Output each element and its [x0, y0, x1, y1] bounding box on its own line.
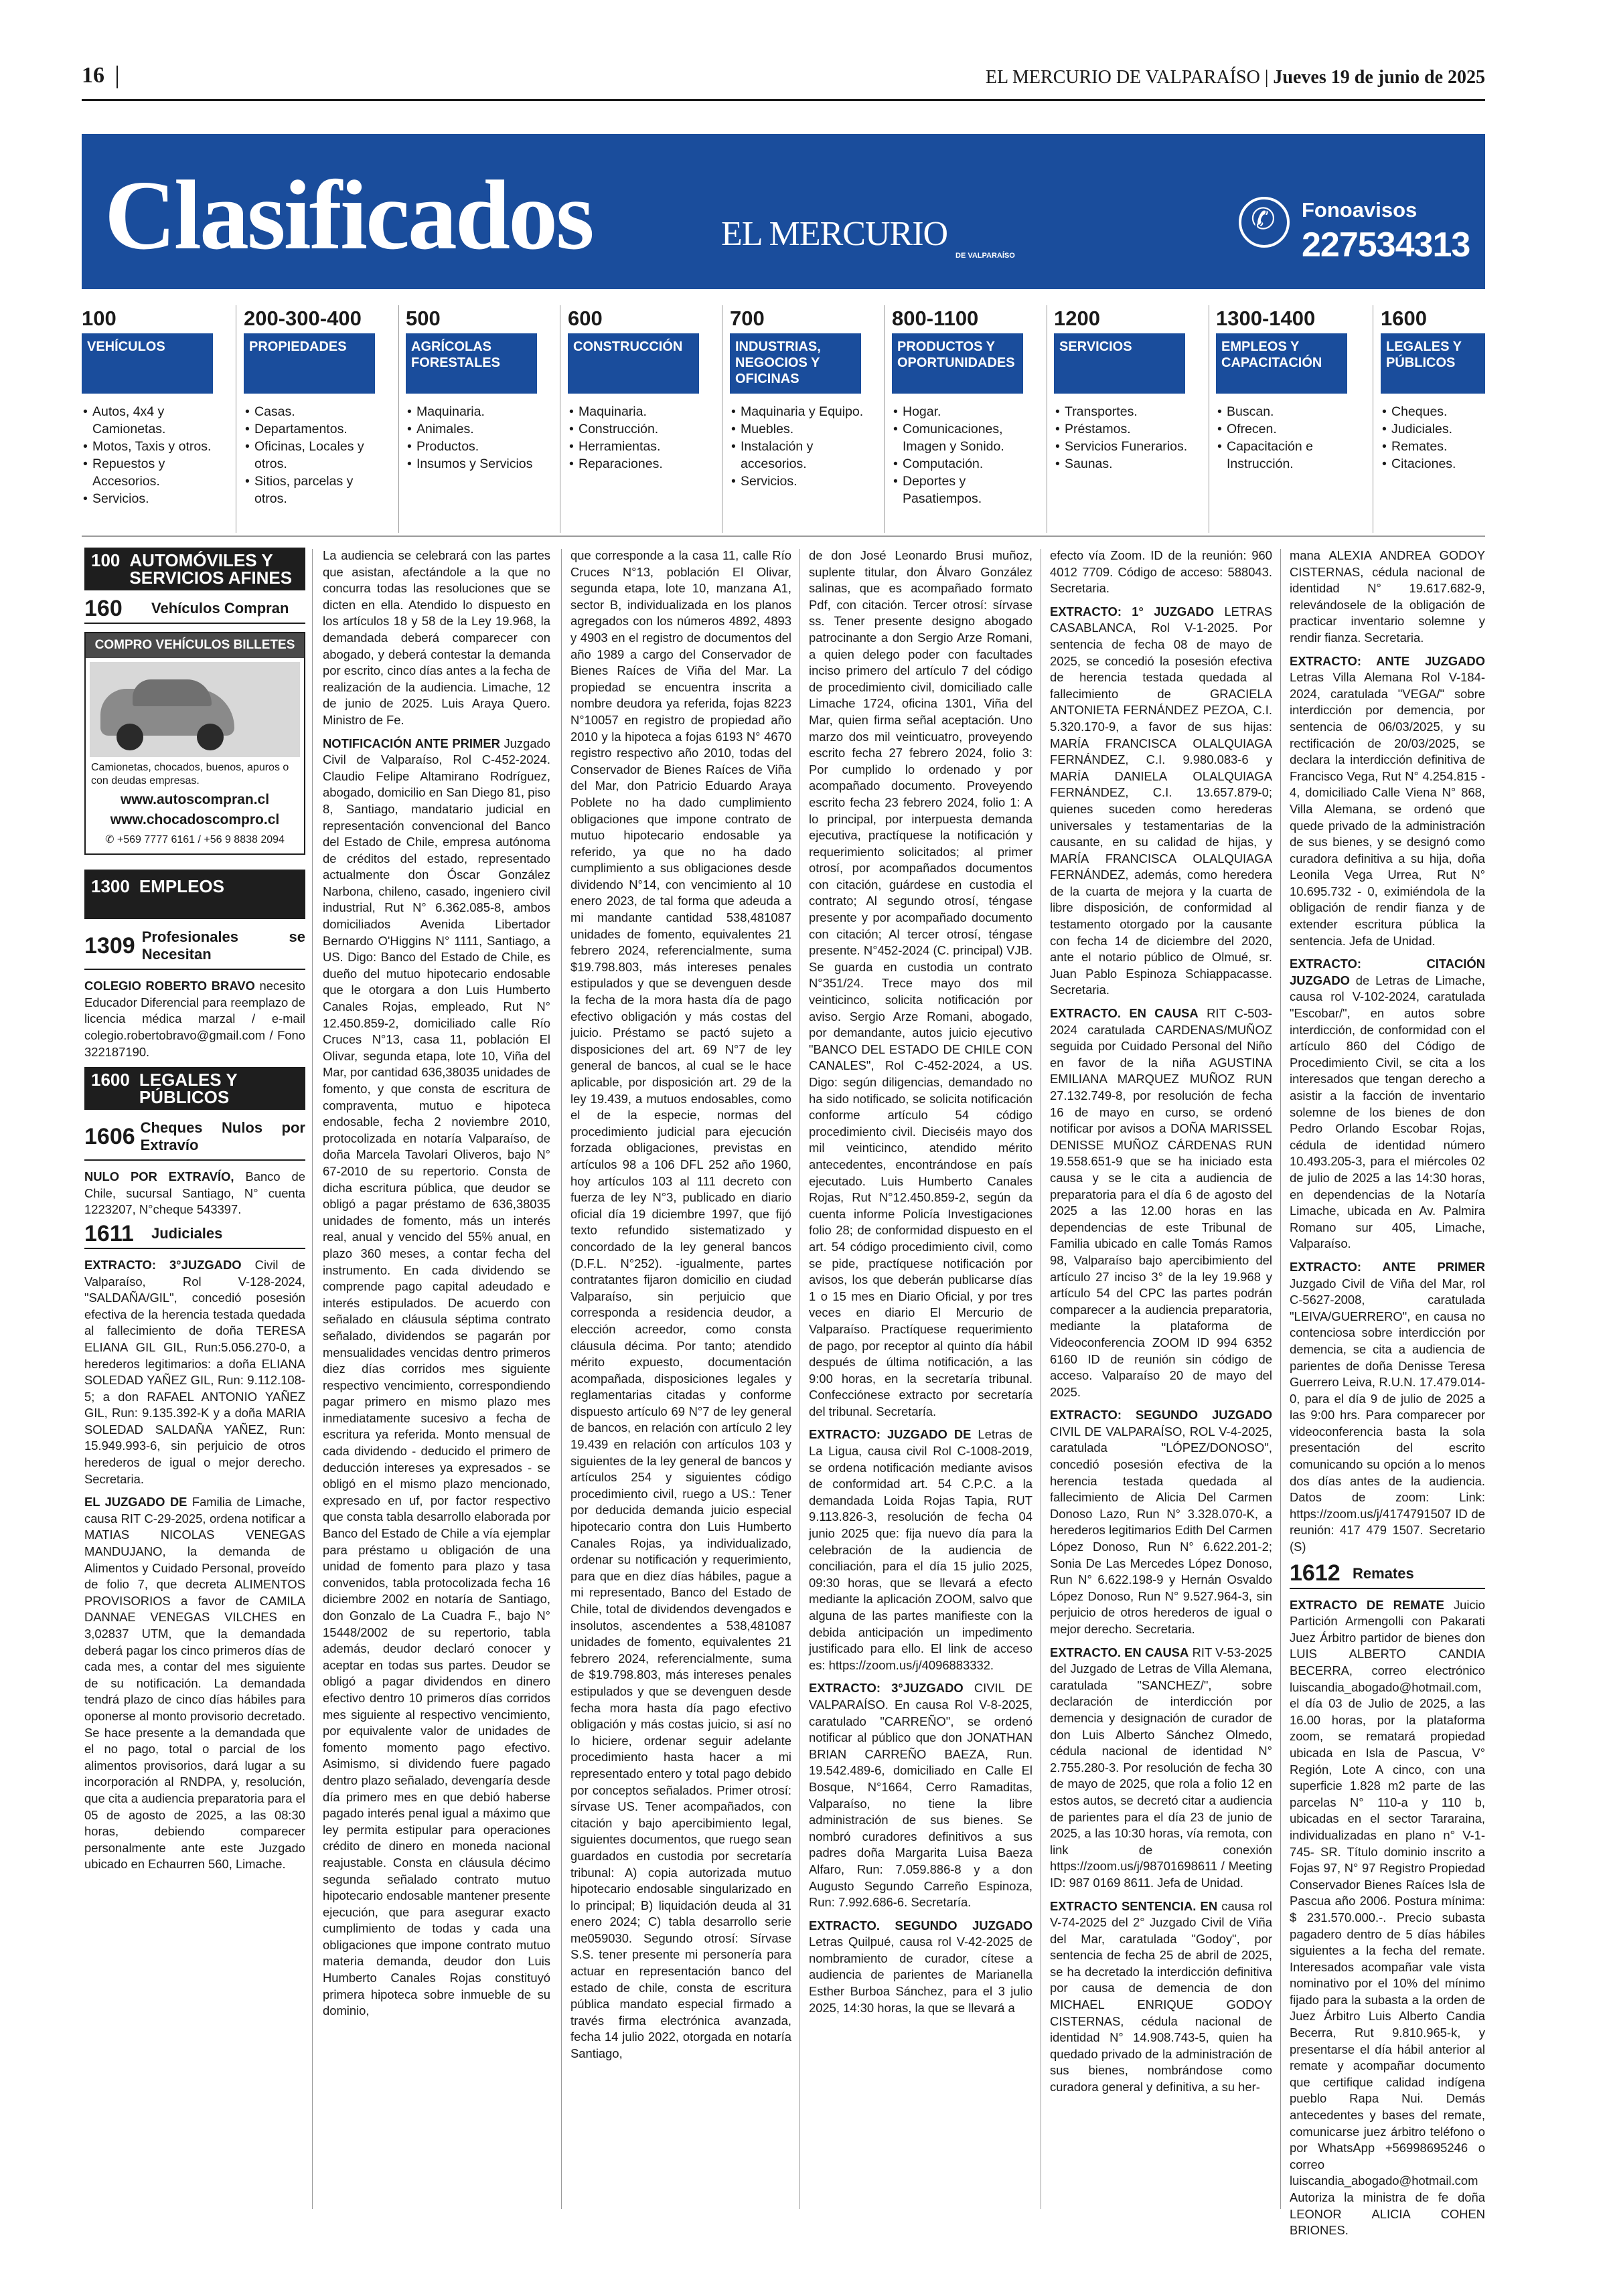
column-divider	[1280, 549, 1281, 2209]
notice-lead: NOTIFICACIÓN ANTE PRIMER	[323, 736, 500, 750]
section-number: 1300	[91, 876, 130, 897]
category-agricolas[interactable]	[406, 307, 545, 473]
column-1	[84, 548, 305, 1880]
notice-continued: La audiencia se celebrará con las partes que asistan, afectándole a la que no concurra todas las resoluciones que se dicten en ella. Atendido lo dispuesto en los artículos 18 y 58 de la Ley 19.968, la demandada deberá comparecer con abogado, y deberá contestar la demanda por escrito, cinco días antes a la fecha de realización de la audiencia. Limache, 12 de junio de 2025. Luis Araya Quero. Ministro de Fe.	[323, 548, 550, 727]
category-item: • Instalación y accesorios.	[730, 438, 869, 473]
category-item: • Remates.	[1381, 438, 1520, 455]
notice-colegio	[84, 978, 305, 1060]
column-divider	[561, 549, 562, 2209]
notice-extracto	[84, 1257, 305, 1487]
notice-lead: EXTRACTO: 3°JUZGADO	[84, 1257, 242, 1272]
notice-nulo	[84, 1169, 305, 1218]
subsection-number: 1612	[1290, 1560, 1341, 1586]
notice-extracto	[1050, 1898, 1272, 2096]
category-item: • Maquinaria.	[568, 403, 707, 420]
column-2	[323, 548, 550, 2026]
category-list	[892, 403, 1031, 507]
category-item: • Transportes.	[1054, 403, 1193, 420]
notice-extracto	[1050, 1407, 1272, 1637]
category-item: • Judiciales.	[1381, 420, 1520, 438]
notice-extracto	[1050, 1645, 1272, 1892]
category-number: 1200	[1054, 307, 1100, 330]
notice-continued: mana ALEXIA ANDREA GODOY CISTERNAS, cédula nacional de identidad N° 19.617.682-9, relevándosele de la obligación de practicar inventario solemne y rendir fianza. Secretaria.	[1290, 548, 1485, 645]
notice-body: CIVIL DE VALPARAÍSO. En causa Rol V-8-2025, caratulado "CARREÑO", se ordenó notificar al público que don JONATHAN BRIAN CARREÑO BAEZA, Run. 19.542.489-6, domiciliado en Calle El Bosque, N°1664, Cerro Ramaditas, Valparaíso, no tiene la libre administración de sus bienes. Se nombró curadores definitivos a sus padres doña Margarita Luisa Baeza Alfaro, Run: 7.059.886-8 y a don Augusto Segundo Carreño Espinoza, Run: 7.992.686-6. Secretaría.	[809, 1681, 1032, 1910]
subsection-1611	[84, 1220, 305, 1249]
notice-continued: que corresponde a la casa 11, calle Río Cruces N°13, población El Olivar, segunda etapa, lote 10, manzana A1, sector B, individualizada en los planos agregados con los números 4892, 4893 y 4903 en el registro de documentos del año 1989 a cargo del Conservador de Bienes Raíces de Viña del Mar. La propiedad se encuentra inscrita a nombre deudora ya referida, fojas 8223 N°10057 en registro de propiedad año 2010 y la hipoteca a fojas 6193 N° 4670 registro respectivo año 2010, todas del Conservador de Bienes Raíces de Viña del Mar, don Patricio Eduardo Araya Poblete no ha dado cumplimiento obligaciones que impone contrato de mutuo hipotecario endosable ya referido, ya que no ha dado cumplimiento a sus obligaciones desde dividendo N°14, con vencimiento al 10 enero 2023, de tal forma que adeuda a mi mandante cantidad 538,481087 unidades de fomento, equivalentes 21 febrero 2024, referencialmente, suma $19.798.803, más intereses penales estipulados y que se devenguen desde la fecha de la mora hasta día de pago efectivo obligación y más costas del juicio. Préstamo se pactó sujeto a disposiciones del art. 69 N°7 de ley general de bancos, al cual se le hace aplicable, por disposición art. 29 de la ley 19.439, a mutuos endosables, como el de la especie, normas del procedimiento judicial para ejecución forzada obligaciones, previstas en artículos 98 a 106 DFL 252 año 1960, hoy artículos 103 al 111 decreto con fuerza de ley N°3, publicado en diario oficial día 19 diciembre 1997, que fijó texto refundido sistematizado y concordado de la ley general bancos (D.F.L. N°252). -igualmente, partes contratantes fijaron domicilio en ciudad Valparaíso, sin perjuicio que corresponda a residencia deudor, a elección acreedor, como consta cláusula décima. Por tanto; atendido mérito expuesto, documentación acompañada, disposiciones legales y reglamentarias citadas y conforme dispuesto artículo 69 N°7 de ley general de bancos, en relación con artículo 2 ley 19.439 en relación con artículos 103 y siguientes de la ley general de bancos y artículos 254 y siguientes código procedimiento civil, ruego a US.: Tener por deducida demanda juicio especial hipotecario contra don Luis Humberto Canales Rojas, ya individualizado, ordenar su notificación y requerimiento, para que en diez días hábiles, pague a mi representado, Banco del Estado de Chile, total de dividendos devengados e insolutos, ascendentes a 538,481087 unidades de fomento, equivalentes 21 febrero 2024, referencialmente, suma de $19.798.803, más intereses penales estipulados y que se devenguen desde fecha mora hasta día pago efectivo obligación y más costas juicio, si así no lo hiciere, ordenar seguir adelante procedimiento hasta hacer a mi representado entero y total pago debido por conceptos señalados. Primer otrosí: sírvase US. Tener acompañados, con citación y bajo apercibimiento legal, siguientes documentos, que ruego sean guardados en custodia por secretaría tribunal: A) copia autorizada mutuo hipotecario endosable singularizado en lo principal; B) liquidación deuda al 31 enero 2024; C) tabla desarrollo serie me059030. Segundo otrosí: Sírvase S.S. tener presente mi personería para actuar en representación banco del estado de chile, consta de escritura pública mandato especial firmado a través firma electrónica avanzada, fecha 14 julio 2022, otorgada en notaría Santiago,	[570, 548, 791, 2061]
category-item: • Servicios.	[82, 490, 221, 507]
publication-dateline: EL MERCURIO DE VALPARAÍSO | Jueves 19 de junio de 2025	[985, 67, 1485, 88]
category-list	[1216, 403, 1355, 473]
notice-lead: EXTRACTO SENTENCIA. EN	[1050, 1898, 1218, 1913]
section-number: 100	[91, 550, 121, 570]
category-item: • Autos, 4x4 y Camionetas.	[82, 403, 221, 438]
section-header-empleos	[84, 870, 305, 919]
notice-body: de Letras de Limache, causa rol V-102-2024, caratulada "Escobar/", en autos sobre interdicción, de conformidad con el artículo 860 del Código de Procedimiento Civil, se cita a los interesados que tengan derecho a asistir a la facción de inventario solemne de los bienes de don Pedro Orlando Escobar Rojas, cédula de identidad número 10.493.205-3, para el miércoles 02 de julio de 2025 a las 14:30 horas, en dependencias de la Notaría Limache, ubicada en Av. Palmira Romano sur 405, Limache, Valparaíso.	[1290, 973, 1485, 1251]
category-number: 100	[82, 307, 117, 330]
category-label: EMPLEOS Y CAPACITACIÓN	[1216, 333, 1347, 394]
category-item: • Deportes y Pasatiempos.	[892, 473, 1031, 507]
category-list	[730, 403, 869, 490]
section-header-legales	[84, 1067, 305, 1110]
subsection-title: Vehículos Compran	[151, 600, 289, 617]
category-label: INDUSTRIAS, NEGOCIOS Y OFICINAS	[730, 333, 861, 394]
notice-lead: EXTRACTO: 1° JUZGADO	[1050, 604, 1215, 619]
category-label: PRODUCTOS Y OPORTUNIDADES	[892, 333, 1023, 394]
car-wheel	[117, 724, 143, 750]
notice-body: necesito Educador Diferencial para reemplazo de licencia médica marzal / e-mail colegio.robertobravo@gmail.com / Fono 322187190.	[84, 979, 305, 1059]
notice-extracto	[1290, 653, 1485, 950]
notice-lead: EXTRACTO: CITACIÓN JUZGADO	[1290, 957, 1485, 987]
header-divider	[117, 66, 118, 88]
notice-remate	[1290, 1597, 1485, 2239]
category-item: • Repuestos y Accesorios.	[82, 455, 221, 490]
notice-body: Juicio Partición Armengolli con Pakarati Juez Árbitro partidor de bienes don LUIS ALBERTO CANDIA BECERRA, correo electrónico luiscandia_abogado@hotmail.com, el día 03 de Julio de 2025, a las 16.00 horas, por la plataforma zoom, se rematará propiedad ubicada en Isla de Pascua, V° Región, Lote A cinco, con una superficie 1.828 m2 parte de las parcelas N° 110-a y 110 b, ubicadas en el sector Tararaina, individualizadas en plano n° V-1-745- SR. Título dominio inscrito a Fojas 97, N° 97 Registro Propiedad Conservador Bienes Raíces Isla de Pascua año 2006. Postura mínima: $ 231.570.000.-. Precio subasta pagadero dentro de 5 días hábiles siguientes a la fecha del remate. Interesados acompañar vale vista nominativo por el 10% del mínimo fijado para la subasta a la orden de Juez Árbitro Luis Alberto Candia Becerra, Rut 9.810.965-k, y presentarse el día hábil anterior al remate y acompañar documento que certifique calidad indígena pueblo Rapa Nui. Demás antecedentes y bases del remate, comunicarse juez árbitro teléfono o por WhatsApp +56998695246 o correo luiscandia_abogado@hotmail.com Autoriza la ministra de fe doña LEONOR ALICIA COHEN BRIONES.	[1290, 1597, 1485, 2238]
column-divider	[799, 549, 800, 2209]
category-number: 200-300-400	[244, 307, 362, 330]
subsection-title: Cheques Nulos por Extravío	[140, 1119, 305, 1154]
category-label: PROPIEDADES	[244, 333, 375, 394]
category-number: 700	[730, 307, 765, 330]
category-item: • Departamentos.	[244, 420, 383, 438]
category-list	[82, 403, 221, 507]
newspaper-logo: EL MERCURIO	[721, 215, 948, 253]
category-label: SERVICIOS	[1054, 333, 1185, 394]
subsection-160	[84, 595, 305, 624]
notice-body: Civil de Valparaíso, Rol V-128-2024, "SALDAÑA/GIL", concedió posesión efectiva de la herencia testada quedada al fallecimiento de doña TERESA ELIANA GIL GIL, Run:5.056.270-0, a herederos legitimarios: a doña ELIANA SOLEDAD YAÑEZ GIL, Run: 9.112.108-5; a don RAFAEL ANTONIO YAÑEZ GIL, Run: 9.135.392-K y a doña MARIA SOLEDAD SALDAÑA YAÑEZ, Run: 15.949.993-6, sin perjuicio de otros herederos de igual o mejor derecho. Secretaria.	[84, 1257, 305, 1486]
category-item: • Maquinaria.	[406, 403, 545, 420]
category-item: • Servicios Funerarios.	[1054, 438, 1193, 455]
notice-body: Familia de Limache, causa RIT C-29-2025, ordena notificar a MATIAS NICOLAS VENEGAS MANDUJANO, la demanda de Alimentos y Cuidado Personal, proveído de folio 7, que decreta ALIMENTOS PROVISORIOS a favor de CAMILA DANNAE VENEGAS VILCHES en 3,02837 UTM, que la demandada deberá pagar los cinco primeros días de cada mes, a contar del mes siguiente de su notificación. La demandada tendrá plazo de cinco días hábiles para oponerse al monto provisorio decretado. Se hace presente a la demandada que el no pago, total o parcial de los alimentos provisorios, dará lugar a su incorporación al RNDPA, y, resolución, que cita a audiencia preparatoria para el 05 de agosto de 2025, a las 08:30 horas, debiendo comparecer personalmente ante este Juzgado ubicado en Echaurren 560, Limache.	[84, 1495, 305, 1872]
section-header-autos	[84, 548, 305, 590]
subsection-1612	[1290, 1560, 1485, 1589]
notice-extracto	[1290, 956, 1485, 1252]
notice-lead: EXTRACTO: JUZGADO DE	[809, 1427, 972, 1442]
car-photo	[90, 662, 300, 757]
category-item: • Herramientas.	[568, 438, 707, 455]
category-item: • Maquinaria y Equipo.	[730, 403, 869, 420]
category-number: 800-1100	[892, 307, 979, 330]
notice-lead: EXTRACTO. SEGUNDO JUZGADO	[809, 1918, 1032, 1933]
category-legales[interactable]	[1381, 307, 1520, 473]
phone-icon: ✆	[1239, 197, 1290, 248]
notice-body: Letras Quilpué, causa rol V-42-2025 de nombramiento de curador, cítese a audiencia de parientes de Marianella Esther Burboa Sánchez, para el 3 julio 2025, 14:30 horas, la que se llevará a	[809, 1935, 1032, 2015]
display-ad-compro-vehiculos[interactable]	[84, 632, 305, 855]
notice-body: Letras Villa Alemana Rol V-184-2024, caratulada "VEGA/" sobre interdicción por demencia, por sentencia de 06/03/2025, y su rectificación de 20/03/2025, se declara la interdicción definitiva de Francisco Vega, Rut N° 4.254.815 - 4, domiciliado Calle Viena N° 868, Villa Alemana, se ordenó que quede privado de la administración de sus bienes, y se designó como curadora definitiva a su hija, doña Leonila Vega Urrea, Rut N° 10.695.732 - 0, eximiéndola de la obligación de rendir fianza y de extender escritura pública la sentencia. Jefa de Unidad.	[1290, 670, 1485, 948]
category-construccion[interactable]	[568, 307, 707, 473]
notice-body: Juzgado Civil de Valparaíso, Rol C-452-2024. Claudio Felipe Altamirano Rodríguez, abogado, domicilio en San Diego 81, piso 8, Santiago, mandatario judicial en representación convencional del Banco del Estado de Chile, empresa autónoma de créditos del estado, representado actualmente don Óscar González Narbona, chileno, casado, ingeniero civil industrial, Rut N° 6.362.085-8, ambos domiciliados Avenida Libertador Bernardo O'Higgins N° 1111, Santiago, a US. Digo: Banco del Estado de Chile, es dueño del mutuo hipotecario endosable que le otorgara a don Luis Humberto Canales Rojas, empleado, Rut N° 12.450.859-2, domiciliado calle Río Cruces N°13, casa 11, población El Olivar, segunda etapa, lote 10, Viña del Mar, por cantidad 636,38035 unidades de fomento, y que consta de escritura de compraventa, mutuo e hipoteca endosable, fecha 2 noviembre 2010, protocolizada en notaría Valparaíso, de doña Marcela Tavolari Oliveros, bajo N° 67-2010 de su repertorio. Consta de dicha escritura pública, que deudor se obligó a pagar préstamo de 636,38035 unidades de fomento, más un interés real, anual y vencido del 55% anual, en plazo 360 meses, a contar fecha del instrumento. En cada dividendo se comprende pago capital adeudado e interés estipulados. De acuerdo con señalado en cláusula séptima contrato señalado, dividendos se pagarán por mensualidades vencidas dentro primeros diez días corridos mes siguiente respectivo vencimiento, correspondiendo pagar primero en mismo plazo mes inmediatamente sucesivo a fecha de escritura ya referida. Monto mensual de cada dividendo - deducido el primero de deducción intereses ya expresados - se obligó en el mismo plazo mencionado, expresado en uf, por factor respectivo que consta tabla desarrollo elaborada por Banco del Estado de Chile a vía ejemplar para préstamo u obligación de una unidad de fomento para plazo y tasa convenidos, tabla protocolizada fecha 16 diciembre 2002 en notaría de Santiago, don Gonzalo de La Cuadra F., bajo N° 15448/2002 de su repertorio, tabla además, deudor declaró conocer y aceptar en todas sus partes. Deudor se obligó a pagar dividendos en dinero efectivo dentro 10 primeros días corridos mes siguiente al respectivo vencimiento, por equivalente valor de unidades de fomento momento pago efectivo. Asimismo, si dividendo fuere pagado dentro plazo señalado, devengaría desde día primero mes en que debió haberse pagado interés penal igual a máximo que ley permita estipular para operaciones crédito de dinero en moneda nacional reajustable. Consta en cláusula décimo segunda señalado contrato mutuo hipotecario endosable mantener presente ejecución, que para asegurar exacto cumplimiento de todas y cada una obligaciones que impone contrato mutuo materia demanda, deudor don Luis Humberto Canales Rojas constituyó primera hipoteca sobre inmueble de su dominio,	[323, 736, 551, 2018]
notice-lead: EXTRACTO: ANTE PRIMER	[1290, 1259, 1485, 1274]
notice-extracto	[809, 1426, 1032, 1673]
publication-date: Jueves 19 de junio de 2025	[1273, 67, 1485, 88]
notice-body: Juzgado Civil de Viña del Mar, rol C-5627-2008, caratulada "LEIVA/GUERRERO", en causa no contenciosa sobre interdicción por demencia, se cita a audiencia de parientes de doña Denisse Teresa Guerrero Leiva, R.U.N. 17.479.014-0, para el día 9 de julio de 2025 a las 9:00 hrs. Para comparecer por videoconferencia basta la sola presentación del escrito comunicando su opción a lo menos dos días antes de la audiencia. Datos de zoom: Link: https://zoom.us/j/4174791507 ID de reunión: 417 479 1507. Secretario (S)	[1290, 1276, 1485, 1554]
category-list	[1054, 403, 1193, 473]
category-item: • Motos, Taxis y otros.	[82, 438, 221, 455]
notice-lead: EXTRACTO. EN CAUSA	[1050, 1006, 1199, 1021]
category-label: CONSTRUCCIÓN	[568, 333, 699, 394]
category-vehiculos[interactable]	[82, 307, 221, 507]
category-list	[244, 403, 383, 507]
category-item: • Reparaciones.	[568, 455, 707, 473]
category-strip-rule	[82, 536, 1485, 537]
category-item: • Construcción.	[568, 420, 707, 438]
notice-extracto	[1050, 1005, 1272, 1400]
column-6	[1290, 548, 1485, 2246]
publication-name: EL MERCURIO DE VALPARAÍSO	[985, 67, 1260, 88]
subsection-number: 1611	[84, 1220, 134, 1246]
category-number: 600	[568, 307, 603, 330]
category-item: • Muebles.	[730, 420, 869, 438]
category-propiedades[interactable]	[244, 307, 383, 507]
subsection-number: 1309	[84, 932, 135, 959]
category-item: • Citaciones.	[1381, 455, 1520, 473]
page-number: 16	[82, 63, 104, 88]
classifieds-banner	[82, 134, 1485, 289]
category-servicios[interactable]	[1054, 307, 1193, 473]
section-title: AUTOMÓVILES Y SERVICIOS AFINES	[129, 550, 293, 588]
notice-lead: EXTRACTO DE REMATE	[1290, 1597, 1444, 1612]
ad-text: Camionetas, chocados, buenos, apuros o con deudas empresas.	[91, 761, 289, 787]
notice-extracto	[1290, 1259, 1485, 1556]
ad-website-2[interactable]: www.chocadoscompro.cl	[110, 811, 280, 827]
section-title: Clasificados	[104, 161, 593, 270]
category-divider	[884, 305, 885, 533]
category-list	[1381, 403, 1520, 473]
category-number: 1600	[1381, 307, 1427, 330]
notice-lead: NULO POR EXTRAVÍO,	[84, 1169, 234, 1184]
category-industrias[interactable]	[730, 307, 869, 490]
section-number: 1600	[91, 1070, 130, 1090]
notice-extracto	[809, 1918, 1032, 2017]
notice-lead: EXTRACTO: ANTE JUZGADO	[1290, 653, 1485, 668]
category-item: • Buscan.	[1216, 403, 1355, 420]
subsection-1606	[84, 1119, 305, 1161]
category-item: • Servicios.	[730, 473, 869, 490]
notice-body: Letras de La Ligua, causa civil Rol C-1008-2019, se ordena notificación mediante avisos de conformidad art. 54 C.P.C. a la demandada Loida Rojas Tapia, RUT 9.113.826-3, resolución de fecha 04 junio 2025 que: fija nuevo día para la celebración de la audiencia de conciliación, para el día 15 julio 2025, 09:30 horas, que se llevará a efecto mediante la aplicación ZOOM, salvo que alguna de las partes manifieste con la debida anticipación un impedimento justificado para ello. El link de acceso es: https://zoom.us/j/4096883332.	[809, 1427, 1032, 1672]
category-item: • Insumos y Servicios	[406, 455, 545, 473]
category-item: • Oficinas, Locales y otros.	[244, 438, 383, 473]
newspaper-logo-sub: DE VALPARAÍSO	[955, 252, 1015, 260]
subsection-title: Remates	[1353, 1564, 1414, 1582]
category-productos[interactable]	[892, 307, 1031, 507]
fonoavisos-number[interactable]: 227534313	[1302, 226, 1470, 264]
section-title: LEGALES Y PÚBLICOS	[139, 1070, 238, 1108]
notice-body: Banco de Chile, sucursal Santiago, N° cuenta 1223207, N°cheque 543397.	[84, 1169, 305, 1217]
notice-lead: COLEGIO ROBERTO BRAVO	[84, 979, 255, 993]
notice-lead: EXTRACTO. EN CAUSA	[1050, 1645, 1189, 1659]
category-item: • Cheques.	[1381, 403, 1520, 420]
column-3	[570, 548, 791, 2069]
category-number: 500	[406, 307, 441, 330]
subsection-number: 160	[84, 595, 123, 621]
category-empleos[interactable]	[1216, 307, 1355, 473]
notice-continued: efecto vía Zoom. ID de la reunión: 960 4012 7709. Código de acceso: 588043. Secretaria.	[1050, 548, 1272, 596]
category-item: • Animales.	[406, 420, 545, 438]
category-item: • Saunas.	[1054, 455, 1193, 473]
column-5	[1050, 548, 1272, 2103]
column-divider	[312, 549, 313, 2209]
category-item: • Computación.	[892, 455, 1031, 473]
notice-extracto	[323, 736, 550, 2020]
column-4	[809, 548, 1032, 2023]
category-list	[568, 403, 707, 473]
category-divider	[398, 305, 399, 533]
category-label: AGRÍCOLAS FORESTALES	[406, 333, 537, 394]
notice-extracto	[809, 1680, 1032, 1910]
category-item: • Hogar.	[892, 403, 1031, 420]
notice-lead: EXTRACTO: SEGUNDO JUZGADO	[1050, 1408, 1272, 1422]
category-item: • Casas.	[244, 403, 383, 420]
notice-body: LETRAS CASABLANCA, Rol V-1-2025. Por sentencia de fecha 08 de mayo de 2025, se concedió la posesión efectiva de herencia testada quedada al fallecimiento de GRACIELA ANTONIETA FERNÁNDEZ PEZOA, C.I. 5.320.170-9, a favor de sus hijas: MARÍA FRANCISCA OLALQUIAGA FERNÁNDEZ, C.I. 9.980.083-6 y MARÍA DANIELA OLALQUIAGA FERNÁNDEZ, C.I. 13.657.879-0; quienes suceden como herederas universales y testamentarias de la causante, en su calidad de hijas, y MARÍA FRANCISCA OLALQUIAGA FERNÁNDEZ, además, como heredera de la cuarta de mejora y la cuarta de libre disposición, de conformidad al testamento otorgado por la causante con fecha 14 de diciembre del 2020, ante el notario público de Olmué, sr. Juan Pablo Espinoza Schiappacasse. Secretaria.	[1050, 604, 1272, 997]
category-list	[406, 403, 545, 473]
notice-body: CIVIL DE VALPARAÍSO, ROL V-4-2025, caratulada "LÓPEZ/DONOSO", concedió posesión efectiva de la herencia testada quedada al fallecimiento de Alicia Del Carmen Donoso Lazo, Run N° 3.328.070-K, a herederos legitimarios Edith Del Carmen López Donoso, Run N° 6.622.201-2; Sonia De Las Mercedes López Donoso, Run N° 6.622.198-9 y Hernán Osvaldo López Donoso, Run N° 9.527.964-3, sin perjuicio de otros herederos de igual o mejor derecho. Secretaria.	[1050, 1424, 1272, 1636]
category-item: • Productos.	[406, 438, 545, 455]
category-item: • Préstamos.	[1054, 420, 1193, 438]
notice-extracto	[84, 1494, 305, 1873]
notice-lead: EL JUZGADO DE	[84, 1495, 187, 1509]
notice-extracto	[1050, 604, 1272, 999]
category-number: 1300-1400	[1216, 307, 1316, 330]
subsection-1309	[84, 928, 305, 970]
category-item: • Capacitación e Instrucción.	[1216, 438, 1355, 473]
section-title: EMPLEOS	[139, 876, 224, 897]
car-wheel	[197, 724, 224, 750]
notice-body: RIT C-503-2024 caratulada CARDENAS/MUÑOZ seguida por Cuidado Personal del Niño en favor de la niña AGUSTINA EMILIANA MARQUEZ MUÑOZ RUN 27.132.749-8, por resolución de fecha 16 de mayo en curso, se ordenó notificar por avisos a DOÑA MARISSEL DENISSE MUÑOZ CÁRDENAS RUN 19.558.651-9 que se ha iniciado esta causa y se le cita a audiencia de preparatoria para el día 6 de agosto del 2025 a las 12.00 horas en las dependencias de este Tribunal de Familia ubicado en calle Tomás Ramos 98, Valparaíso bajo apercibimiento del artículo 27 inciso 3° de la ley 19.968 y artículo 54 del CPC las partes podrán comparecer a la audiencia preparatoria, mediante la plataforma de Videoconferencia ZOOM ID 994 6352 6160 ID de reunión sin código de acceso. Valparaíso 20 de mayo del 2025.	[1050, 1006, 1272, 1399]
ad-website-1[interactable]: www.autoscompran.cl	[120, 791, 270, 807]
notice-continued: de don José Leonardo Brusi muñoz, suplente titular, don Álvaro González salinas, que es acompañado formato Pdf, con citación. Tercer otrosí: sírvase ss. Tener presente designo abogado patrocinante a don Sergio Arze Romani, a quien delego poder con facultades inciso primero del artículo 7 del código de procedimiento civil, domiciliado calle Limache 1724, oficina 1301, Viña del Mar, quien firma señal aceptación. Uno marzo dos mil veinticuatro, proveyendo escrito fecha 27 febrero 2024, folio 3: Por cumplido lo ordenado y por acompañado documento. Proveyendo escrito fecha 23 febrero 2024, folio 1: A lo principal, por interpuesta demanda ejecutiva, practíquese la notificación y requerimiento solicitados; al primer otrosí, por acompañados documentos con citación, guárdese en custodia el contrato; Al segundo otrosí, téngase presente y por acompañado documento con citación; Al tercer otrosí, téngase presente. N°452-2024 (C. principal) VJB. Se guarda en custodia un contrato N°351/24. Trece mayo dos mil veinticinco, solicita notificación por aviso. Sergio Arze Romani, abogado, por demandante, autos juicio ejecutivo "BANCO DEL ESTADO DE CHILE CON CANALES", Rol C-452-2024, a US. Digo: según diligencias, demandado no ha sido notificado, se solicita notificación conforme artículo 54 código procedimiento civil. Dieciséis mayo dos mil veinticinco, atendido mérito antecedentes, encontrándose en país ejecutado. Luis Humberto Canales Rojas, Rut N°12.450.859-2, según da cuenta informe Policía Investigaciones folio 28; de conformidad dispuesto en el art. 54 código procedimiento civil, como se pide, practíquese notificación por avisos, los que deberán publicarse días 1 o 15 mes en Diario Oficial, y por tres veces en diario El Mercurio de Valparaíso. Practíquese requerimiento de pago, por receptor al quinto día hábil después de última notificación, a las 9:00 horas, en la secretaría tribunal. Confecciónese extracto por secretaría del tribunal. Secretaría.	[809, 548, 1032, 1418]
notice-lead: EXTRACTO: 3°JUZGADO	[809, 1681, 964, 1696]
ad-headline: COMPRO VEHÍCULOS BILLETES	[86, 633, 304, 658]
subsection-title: Profesionales se Necesitan	[141, 928, 305, 963]
fonoavisos-label: Fonoavisos	[1302, 198, 1418, 222]
notice-body: RIT V-53-2025 del Juzgado de Letras de Villa Alemana, caratulada "SANCHEZ/", sobre declaración de interdicción por demencia y designación de curador de don Luis Alberto Sánchez Olmedo, cédula nacional de identidad N° 2.755.280-3. Por resolución de fecha 30 de mayo de 2025, que rola a folio 12 en estos autos, se decretó citar a audiencia de parientes para el día 23 de junio de 2025, a las 10:30 horas, vía remota, con link de conexión https://zoom.us/j/98701698611 / Meeting ID: 987 0169 8611. Jefa de Unidad.	[1050, 1645, 1272, 1890]
subsection-number: 1606	[84, 1123, 135, 1149]
category-item: • Ofrecen.	[1216, 420, 1355, 438]
category-label: VEHÍCULOS	[82, 333, 213, 394]
category-item: • Sitios, parcelas y otros.	[244, 473, 383, 507]
car-roof	[133, 679, 212, 706]
ad-phone[interactable]: ✆ +569 7777 6161 / +56 9 8838 2094	[105, 833, 285, 845]
category-item: • Comunicaciones, Imagen y Sonido.	[892, 420, 1031, 455]
subsection-title: Judiciales	[151, 1224, 223, 1242]
running-header	[82, 59, 1485, 101]
notice-body: causa rol V-74-2025 del 2° Juzgado Civil de Viña del Mar, caratulada "Godoy", por sentencia de fecha 25 de abril de 2025, se ha decretado la interdicción definitiva por causa de demencia de don MICHAEL ENRIQUE GODOY CISTERNAS, cédula nacional de identidad N° 14.908.743-5, quien ha quedado privado de la administración de sus bienes, nombrándose como curadora general y definitiva, a su her-	[1050, 1898, 1272, 2095]
category-label: LEGALES Y PÚBLICOS	[1381, 333, 1485, 394]
